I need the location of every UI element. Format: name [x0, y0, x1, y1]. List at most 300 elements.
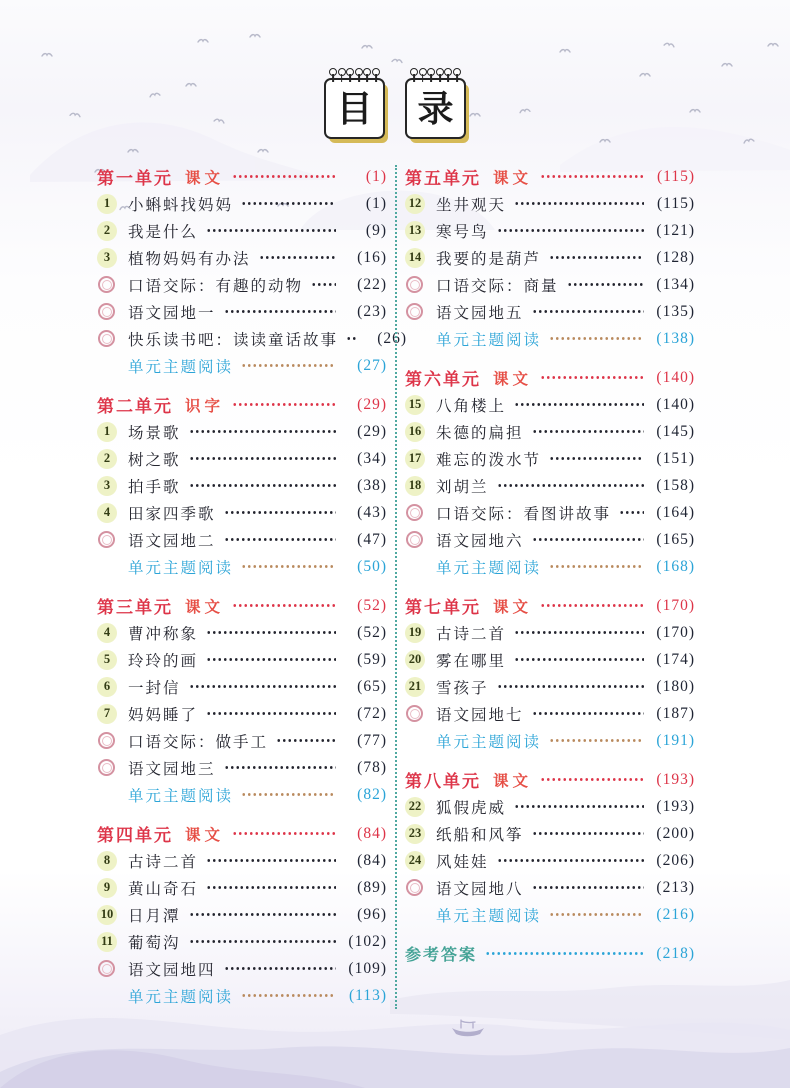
page-number: (193)	[656, 797, 695, 815]
toc-row	[97, 418, 387, 445]
unit-block	[405, 592, 695, 754]
toc-row	[405, 190, 695, 217]
page-number: (65)	[357, 677, 387, 695]
unit-name: 第八单元	[405, 772, 481, 791]
entry-title: 我要的是葫芦	[436, 250, 542, 268]
lesson-number-badge: 1	[97, 422, 117, 442]
dot-leader	[549, 553, 644, 580]
entry-title: 单元主题阅读	[128, 358, 234, 376]
double-circle-icon	[98, 531, 115, 548]
dot-leader	[532, 526, 644, 553]
lesson-number-badge: 19	[405, 623, 425, 643]
page-number: (38)	[357, 476, 387, 494]
entry-title: 语文园地八	[436, 880, 524, 898]
entry-title: 语文园地四	[128, 961, 216, 979]
unit-block	[97, 163, 408, 379]
unit-header	[97, 820, 387, 847]
unit-subtitle: 课文	[493, 598, 533, 616]
page-number: (135)	[656, 302, 695, 320]
toc-row	[97, 619, 387, 646]
dot-leader	[224, 298, 336, 325]
toc-row	[97, 901, 387, 928]
page-number: (164)	[656, 503, 695, 521]
entry-title: 口语交际：商量	[436, 277, 559, 295]
dot-leader	[549, 445, 644, 472]
lesson-number-badge: 13	[405, 221, 425, 241]
dot-leader	[189, 472, 336, 499]
lesson-number-badge: 20	[405, 650, 425, 670]
dot-leader	[485, 940, 644, 967]
toc-row	[97, 700, 387, 727]
entry-title: 日月潭	[128, 907, 181, 925]
lesson-number-badge: 21	[405, 677, 425, 697]
toc-row	[405, 847, 695, 874]
page-number: (78)	[357, 758, 387, 776]
block-rows	[97, 190, 408, 379]
toc-row	[405, 391, 695, 418]
dot-leader	[241, 781, 336, 808]
page-number: (128)	[656, 248, 695, 266]
page-number: (96)	[357, 905, 387, 923]
dot-leader	[224, 754, 336, 781]
unit-block	[97, 820, 387, 1009]
block-rows	[97, 847, 387, 1009]
entry-title: 纸船和风筝	[436, 826, 524, 844]
dot-leader	[540, 766, 644, 793]
unit-header	[405, 766, 695, 793]
entry-title: 黄山奇石	[128, 880, 199, 898]
toc-row	[405, 727, 695, 754]
entry-title: 朱德的扁担	[436, 424, 524, 442]
unit-header	[97, 391, 387, 418]
double-circle-icon	[406, 531, 423, 548]
toc-body	[97, 163, 695, 1021]
toc-row	[405, 325, 695, 352]
page-number: (115)	[657, 167, 695, 185]
toc-title-char: 目	[336, 88, 373, 129]
dot-leader	[241, 352, 336, 379]
dot-leader	[241, 190, 336, 217]
page-number: (200)	[656, 824, 695, 842]
dot-leader	[206, 874, 336, 901]
page-number: (138)	[656, 329, 695, 347]
dot-leader	[224, 499, 336, 526]
page-number: (113)	[349, 986, 387, 1004]
toc-row	[97, 244, 387, 271]
unit-name: 第一单元	[97, 169, 173, 188]
entry-title: 狐假虎威	[436, 799, 507, 817]
toc-row	[405, 820, 695, 847]
page-number: (9)	[365, 221, 387, 239]
entry-title: 语文园地六	[436, 532, 524, 550]
double-circle-icon	[406, 504, 423, 521]
entry-title: 快乐读书吧：读读童话故事	[128, 331, 339, 349]
unit-header	[405, 163, 695, 190]
dot-leader	[259, 244, 336, 271]
toc-row	[405, 244, 695, 271]
toc-row	[405, 553, 695, 580]
dot-leader	[514, 391, 644, 418]
entry-title: 口语交际：有趣的动物	[128, 277, 304, 295]
entry-title: 单元主题阅读	[436, 733, 542, 751]
toc-row	[97, 982, 387, 1009]
page-number: (16)	[357, 248, 387, 266]
dot-leader	[540, 163, 644, 190]
spiral-rings-icon	[410, 68, 461, 76]
unit-name: 第四单元	[97, 826, 173, 845]
toc-row	[97, 325, 408, 352]
page-number: (140)	[656, 368, 695, 386]
unit-name: 第六单元	[405, 370, 481, 389]
page-number: (27)	[357, 356, 387, 374]
toc-row	[405, 445, 695, 472]
entry-title: 口语交际：做手工	[128, 733, 269, 751]
unit-subtitle: 课文	[185, 826, 225, 844]
dot-leader	[189, 445, 336, 472]
dot-leader	[532, 298, 644, 325]
page-number: (50)	[357, 557, 387, 575]
unit-block	[405, 940, 695, 967]
page-number: (165)	[656, 530, 695, 548]
dot-leader	[549, 325, 644, 352]
toc-row	[405, 472, 695, 499]
entry-title: 雪孩子	[436, 679, 489, 697]
page-number: (180)	[656, 677, 695, 695]
block-rows	[405, 619, 695, 754]
entry-title: 一封信	[128, 679, 181, 697]
entry-title: 树之歌	[128, 451, 181, 469]
block-rows	[405, 190, 695, 352]
unit-block	[405, 766, 695, 928]
dot-leader	[532, 700, 644, 727]
toc-row	[405, 499, 695, 526]
toc-row	[405, 700, 695, 727]
page-number: (52)	[357, 596, 387, 614]
toc-row	[405, 217, 695, 244]
dot-leader	[241, 553, 336, 580]
lesson-number-badge: 3	[97, 248, 117, 268]
page-number: (72)	[357, 704, 387, 722]
entry-title: 单元主题阅读	[436, 331, 542, 349]
lesson-number-badge: 3	[97, 476, 117, 496]
page-number: (43)	[357, 503, 387, 521]
unit-subtitle: 课文	[493, 169, 533, 187]
toc-row	[405, 271, 695, 298]
page-number: (216)	[656, 905, 695, 923]
entry-title: 八角楼上	[436, 397, 507, 415]
toc-row	[97, 217, 387, 244]
toc-row	[97, 955, 387, 982]
page-number: (158)	[656, 476, 695, 494]
toc-row	[97, 271, 387, 298]
toc-row	[97, 190, 387, 217]
entry-title: 语文园地七	[436, 706, 524, 724]
dot-leader	[189, 673, 336, 700]
dot-leader	[540, 364, 644, 391]
unit-name: 第二单元	[97, 397, 173, 416]
lesson-number-badge: 4	[97, 503, 117, 523]
entry-title: 我是什么	[128, 223, 199, 241]
toc-row	[405, 874, 695, 901]
column-divider	[395, 165, 397, 1009]
dot-leader	[206, 619, 336, 646]
lesson-number-badge: 14	[405, 248, 425, 268]
page-number: (26)	[377, 329, 408, 347]
block-rows	[97, 619, 387, 808]
page-number: (22)	[357, 275, 387, 293]
double-circle-icon	[98, 276, 115, 293]
toc-row	[97, 352, 387, 379]
page-number: (151)	[656, 449, 695, 467]
double-circle-icon	[98, 330, 115, 347]
double-circle-icon	[98, 759, 115, 776]
entry-title: 语文园地二	[128, 532, 216, 550]
toc-row	[405, 619, 695, 646]
toc-row	[97, 472, 387, 499]
entry-title: 场景歌	[128, 424, 181, 442]
toc-row	[97, 298, 387, 325]
unit-subtitle: 课文	[185, 598, 225, 616]
toc-row	[97, 499, 387, 526]
page-number: (115)	[657, 194, 695, 212]
dot-leader	[514, 793, 644, 820]
lesson-number-badge: 5	[97, 650, 117, 670]
unit-header	[405, 940, 695, 967]
unit-subtitle: 课文	[493, 370, 533, 388]
entry-title: 风娃娃	[436, 853, 489, 871]
double-circle-icon	[406, 705, 423, 722]
dot-leader	[206, 217, 336, 244]
toc-row	[405, 646, 695, 673]
page-number: (140)	[656, 395, 695, 413]
page-number: (59)	[357, 650, 387, 668]
dot-leader	[619, 499, 644, 526]
unit-block	[97, 391, 387, 580]
dot-leader	[241, 982, 336, 1009]
page-number: (84)	[357, 851, 387, 869]
dot-leader	[549, 727, 644, 754]
toc-row	[97, 874, 387, 901]
double-circle-icon	[406, 303, 423, 320]
dot-leader	[497, 847, 644, 874]
lesson-number-badge: 22	[405, 797, 425, 817]
spiral-rings-icon	[329, 68, 380, 76]
entry-title: 小蝌蚪找妈妈	[128, 196, 234, 214]
toc-column-left	[97, 163, 408, 1021]
dot-leader	[189, 928, 336, 955]
page-number: (1)	[365, 167, 387, 185]
unit-name: 第七单元	[405, 598, 481, 617]
toc-row	[405, 418, 695, 445]
page-number: (193)	[656, 770, 695, 788]
page-number: (82)	[357, 785, 387, 803]
entry-title: 妈妈睡了	[128, 706, 199, 724]
dot-leader	[346, 325, 356, 352]
dot-leader	[232, 592, 336, 619]
dot-leader	[206, 700, 336, 727]
page-number: (187)	[656, 704, 695, 722]
double-circle-icon	[98, 960, 115, 977]
page-number: (47)	[357, 530, 387, 548]
notepad-icon	[405, 78, 466, 139]
toc-row	[97, 445, 387, 472]
dot-leader	[232, 163, 336, 190]
page-number: (191)	[656, 731, 695, 749]
entry-title: 寒号鸟	[436, 223, 489, 241]
toc-title-char: 录	[417, 88, 454, 129]
entry-title: 古诗二首	[436, 625, 507, 643]
page-number: (84)	[357, 824, 387, 842]
page-number: (206)	[656, 851, 695, 869]
unit-block	[405, 364, 695, 580]
page-number: (29)	[357, 395, 387, 413]
unit-subtitle: 课文	[185, 169, 225, 187]
toc-row	[405, 526, 695, 553]
toc-row	[97, 526, 387, 553]
lesson-number-badge: 24	[405, 851, 425, 871]
toc-column-right	[405, 163, 695, 1021]
page-number: (218)	[656, 944, 695, 962]
toc-row	[97, 781, 387, 808]
lesson-number-badge: 4	[97, 623, 117, 643]
dot-leader	[514, 646, 644, 673]
lesson-number-badge: 2	[97, 221, 117, 241]
entry-title: 难忘的泼水节	[436, 451, 542, 469]
page-number: (170)	[656, 623, 695, 641]
entry-title: 口语交际：看图讲故事	[436, 505, 612, 523]
page-number: (1)	[365, 194, 387, 212]
toc-row	[97, 727, 387, 754]
double-circle-icon	[406, 879, 423, 896]
lesson-number-badge: 17	[405, 449, 425, 469]
lesson-number-badge: 16	[405, 422, 425, 442]
dot-leader	[232, 391, 336, 418]
lesson-number-badge: 1	[97, 194, 117, 214]
lesson-number-badge: 2	[97, 449, 117, 469]
page-number: (34)	[357, 449, 387, 467]
page-number: (89)	[357, 878, 387, 896]
dot-leader	[497, 673, 644, 700]
lesson-number-badge: 11	[97, 932, 117, 952]
dot-leader	[189, 901, 336, 928]
lesson-number-badge: 23	[405, 824, 425, 844]
page-number: (77)	[357, 731, 387, 749]
unit-name: 参考答案	[405, 947, 478, 964]
toc-row	[97, 673, 387, 700]
page-number: (168)	[656, 557, 695, 575]
dot-leader	[189, 418, 336, 445]
lesson-number-badge: 12	[405, 194, 425, 214]
double-circle-icon	[98, 732, 115, 749]
entry-title: 雾在哪里	[436, 652, 507, 670]
dot-leader	[276, 727, 336, 754]
entry-title: 古诗二首	[128, 853, 199, 871]
toc-row	[97, 928, 387, 955]
page-number: (52)	[357, 623, 387, 641]
block-rows	[97, 418, 387, 580]
unit-header	[97, 592, 387, 619]
toc-row	[405, 901, 695, 928]
dot-leader	[497, 472, 644, 499]
entry-title: 田家四季歌	[128, 505, 216, 523]
dot-leader	[232, 820, 336, 847]
entry-title: 葡萄沟	[128, 934, 181, 952]
page-number: (121)	[656, 221, 695, 239]
lesson-number-badge: 6	[97, 677, 117, 697]
notepad-icon	[324, 78, 385, 139]
unit-block	[405, 163, 695, 352]
block-rows	[405, 793, 695, 928]
entry-title: 语文园地五	[436, 304, 524, 322]
unit-header	[405, 592, 695, 619]
dot-leader	[206, 847, 336, 874]
dot-leader	[311, 271, 336, 298]
toc-row	[405, 298, 695, 325]
dot-leader	[206, 646, 336, 673]
page-number: (109)	[348, 959, 387, 977]
toc-row	[405, 793, 695, 820]
unit-header	[405, 364, 695, 391]
page-number: (134)	[656, 275, 695, 293]
entry-title: 植物妈妈有办法	[128, 250, 251, 268]
dot-leader	[514, 619, 644, 646]
page-number: (29)	[357, 422, 387, 440]
dot-leader	[532, 820, 644, 847]
toc-row	[405, 673, 695, 700]
lesson-number-badge: 9	[97, 878, 117, 898]
unit-name: 第三单元	[97, 598, 173, 617]
entry-title: 语文园地一	[128, 304, 216, 322]
page-number: (145)	[656, 422, 695, 440]
dot-leader	[540, 592, 644, 619]
entry-title: 语文园地三	[128, 760, 216, 778]
entry-title: 单元主题阅读	[436, 559, 542, 577]
page-number: (170)	[656, 596, 695, 614]
unit-block	[97, 592, 387, 808]
dot-leader	[549, 244, 644, 271]
lesson-number-badge: 8	[97, 851, 117, 871]
dot-leader	[224, 955, 336, 982]
dot-leader	[224, 526, 336, 553]
page-number: (213)	[656, 878, 695, 896]
lesson-number-badge: 15	[405, 395, 425, 415]
dot-leader	[514, 190, 644, 217]
toc-row	[97, 754, 387, 781]
dot-leader	[532, 874, 644, 901]
double-circle-icon	[406, 276, 423, 293]
unit-subtitle: 课文	[493, 772, 533, 790]
dot-leader	[549, 901, 644, 928]
dot-leader	[567, 271, 644, 298]
double-circle-icon	[98, 303, 115, 320]
toc-row	[97, 553, 387, 580]
toc-row	[97, 646, 387, 673]
dot-leader	[532, 418, 644, 445]
unit-subtitle: 识字	[185, 397, 225, 415]
entry-title: 刘胡兰	[436, 478, 489, 496]
toc-row	[97, 847, 387, 874]
page-number: (102)	[348, 932, 387, 950]
lesson-number-badge: 18	[405, 476, 425, 496]
entry-title: 单元主题阅读	[128, 559, 234, 577]
unit-header	[97, 163, 387, 190]
toc-title	[324, 66, 466, 139]
block-rows	[405, 391, 695, 580]
entry-title: 玲玲的画	[128, 652, 199, 670]
dot-leader	[497, 217, 644, 244]
entry-title: 拍手歌	[128, 478, 181, 496]
entry-title: 单元主题阅读	[128, 787, 234, 805]
